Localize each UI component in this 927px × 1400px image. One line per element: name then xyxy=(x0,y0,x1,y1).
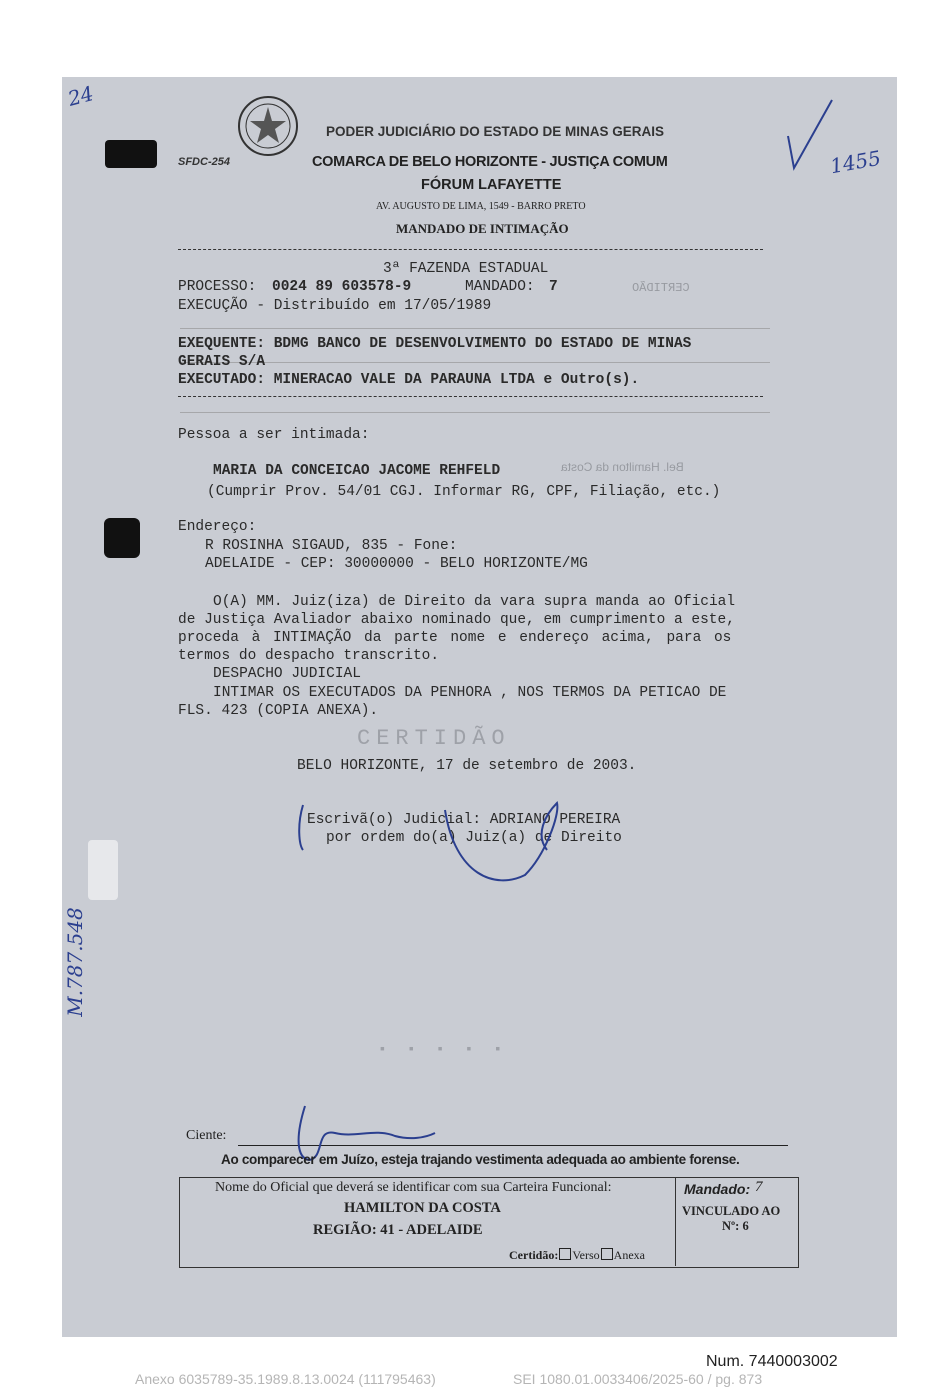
body-line-3: proceda à INTIMAÇÃO da parte nome e endereço acima, para os xyxy=(178,630,732,646)
forum-address: AV. AUGUSTO DE LIMA, 1549 - BARRO PRETO xyxy=(376,201,586,212)
bleed-through-name: Bel. Hamilton da Costa xyxy=(561,460,684,474)
signature-icon xyxy=(295,795,585,895)
address-line-1: R ROSINHA SIGAUD, 835 - Fone: xyxy=(205,538,458,554)
coat-of-arms-icon xyxy=(237,95,299,157)
certidao-row xyxy=(509,1248,645,1263)
officer-region: REGIÃO: 41 - ADELAIDE xyxy=(313,1222,483,1238)
body-line-4: termos do despacho transcrito. xyxy=(178,648,440,664)
certidao-label: Certidão: xyxy=(509,1248,559,1262)
escrivao-line: Escrivã(o) Judicial: ADRIANO PEREIRA xyxy=(307,812,621,828)
redaction-mark xyxy=(104,518,140,558)
vara: 3ª FAZENDA ESTADUAL xyxy=(383,261,549,277)
processo-number: 0024 89 603578-9 xyxy=(272,279,412,295)
closing-date: BELO HORIZONTE, 17 de setembro de 2003. xyxy=(297,758,637,774)
court-name: PODER JUDICIÁRIO DO ESTADO DE MINAS GERAIS xyxy=(326,124,665,139)
vinculado-label: VINCULADO AO xyxy=(682,1204,781,1218)
divider xyxy=(178,396,763,397)
side-id-mark: M.787.548 xyxy=(62,907,87,1017)
officer-box-divider xyxy=(675,1177,676,1266)
ordem-line: por ordem do(a) Juiz(a) de Direito xyxy=(326,830,622,846)
ciente-label: Ciente: xyxy=(186,1128,227,1143)
bleed-through-text xyxy=(180,412,770,415)
bleed-through-text xyxy=(180,328,770,331)
verso-label: Verso xyxy=(572,1248,600,1262)
anexa-label: Anexa xyxy=(613,1248,645,1262)
officer-name: HAMILTON DA COSTA xyxy=(344,1200,501,1216)
paper-hole-mark xyxy=(88,840,118,900)
mandado-number: 7 xyxy=(549,279,558,295)
person-instruction: (Cumprir Prov. 54/01 CGJ. Informar RG, CPF, Filiação, etc.) xyxy=(207,484,721,500)
body-line-1: O(A) MM. Juiz(iza) de Direito da vara supra manda ao Oficial xyxy=(213,594,736,610)
check-mark-icon xyxy=(780,96,840,176)
executado: EXECUTADO: MINERACAO VALE DA PARAUNA LTDA e Outro(s). xyxy=(178,372,640,388)
document-type: MANDADO DE INTIMAÇÃO xyxy=(396,221,569,236)
page-mark-top: 24 xyxy=(65,81,97,111)
exequente-line-1: EXEQUENTE: BDMG BANCO DE DESENVOLVIMENTO DO ESTADO DE MINAS xyxy=(178,336,692,352)
verso-checkbox[interactable] xyxy=(559,1248,571,1260)
forum-title: FÓRUM LAFAYETTE xyxy=(421,177,562,193)
ciente-notice: Ao comparecer em Juízo, esteja trajando vestimenta adequada ao ambiente forense. xyxy=(221,1152,740,1167)
officer-title: Nome do Oficial que deverá se identificar com sua Carteira Funcional: xyxy=(215,1180,612,1195)
despacho-line-2: FLS. 423 (COPIA ANEXA). xyxy=(178,703,379,719)
exequente-line-2: GERAIS S/A xyxy=(178,354,266,370)
ghost-stamp-area: ▪ ▪ ▪ ▪ ▪ xyxy=(380,1040,511,1056)
mirrored-stamp: CERTIDÃO xyxy=(632,281,690,295)
person-label: Pessoa a ser intimada: xyxy=(178,427,370,443)
box-mandado-label: Mandado: xyxy=(684,1181,751,1197)
divider xyxy=(178,249,763,250)
mandado-label: MANDADO: xyxy=(465,279,535,295)
vinculado-value: Nº: 6 xyxy=(722,1219,749,1233)
address-label: Endereço: xyxy=(178,519,257,535)
page-mark-right: 1455 xyxy=(828,145,883,179)
anexa-checkbox[interactable] xyxy=(601,1248,613,1260)
bleed-through-text xyxy=(180,362,770,365)
box-mandado-value: 7 xyxy=(755,1179,763,1195)
comarca-title: COMARCA DE BELO HORIZONTE - JUSTIÇA COMUM xyxy=(312,154,668,170)
body-line-2: de Justiça Avaliador abaixo nominado que, em cumprimento a este, xyxy=(178,612,735,628)
processo-label: PROCESSO: xyxy=(178,279,257,295)
form-code: SFDC-254 xyxy=(178,156,230,168)
redaction-mark xyxy=(105,140,157,168)
ghost-certidao-stamp: CERTIDÃO xyxy=(357,726,511,751)
address-line-2: ADELAIDE - CEP: 30000000 - BELO HORIZONTE/MG xyxy=(205,556,588,572)
footer-anexo: Anexo 6035789-35.1989.8.13.0024 (111795463) xyxy=(135,1371,436,1387)
despacho-title: DESPACHO JUDICIAL xyxy=(213,666,361,682)
despacho-line-1: INTIMAR OS EXECUTADOS DA PENHORA , NOS TERMOS DA PETICAO DE xyxy=(213,685,727,701)
execucao: EXECUÇÃO - Distribuído em 17/05/1989 xyxy=(178,298,492,314)
person-name: MARIA DA CONCEICAO JACOME REHFELD xyxy=(213,463,501,479)
footer-sei: SEI 1080.01.0033406/2025-60 / pg. 873 xyxy=(513,1371,763,1387)
footer-num: Num. 7440003002 xyxy=(706,1353,838,1370)
